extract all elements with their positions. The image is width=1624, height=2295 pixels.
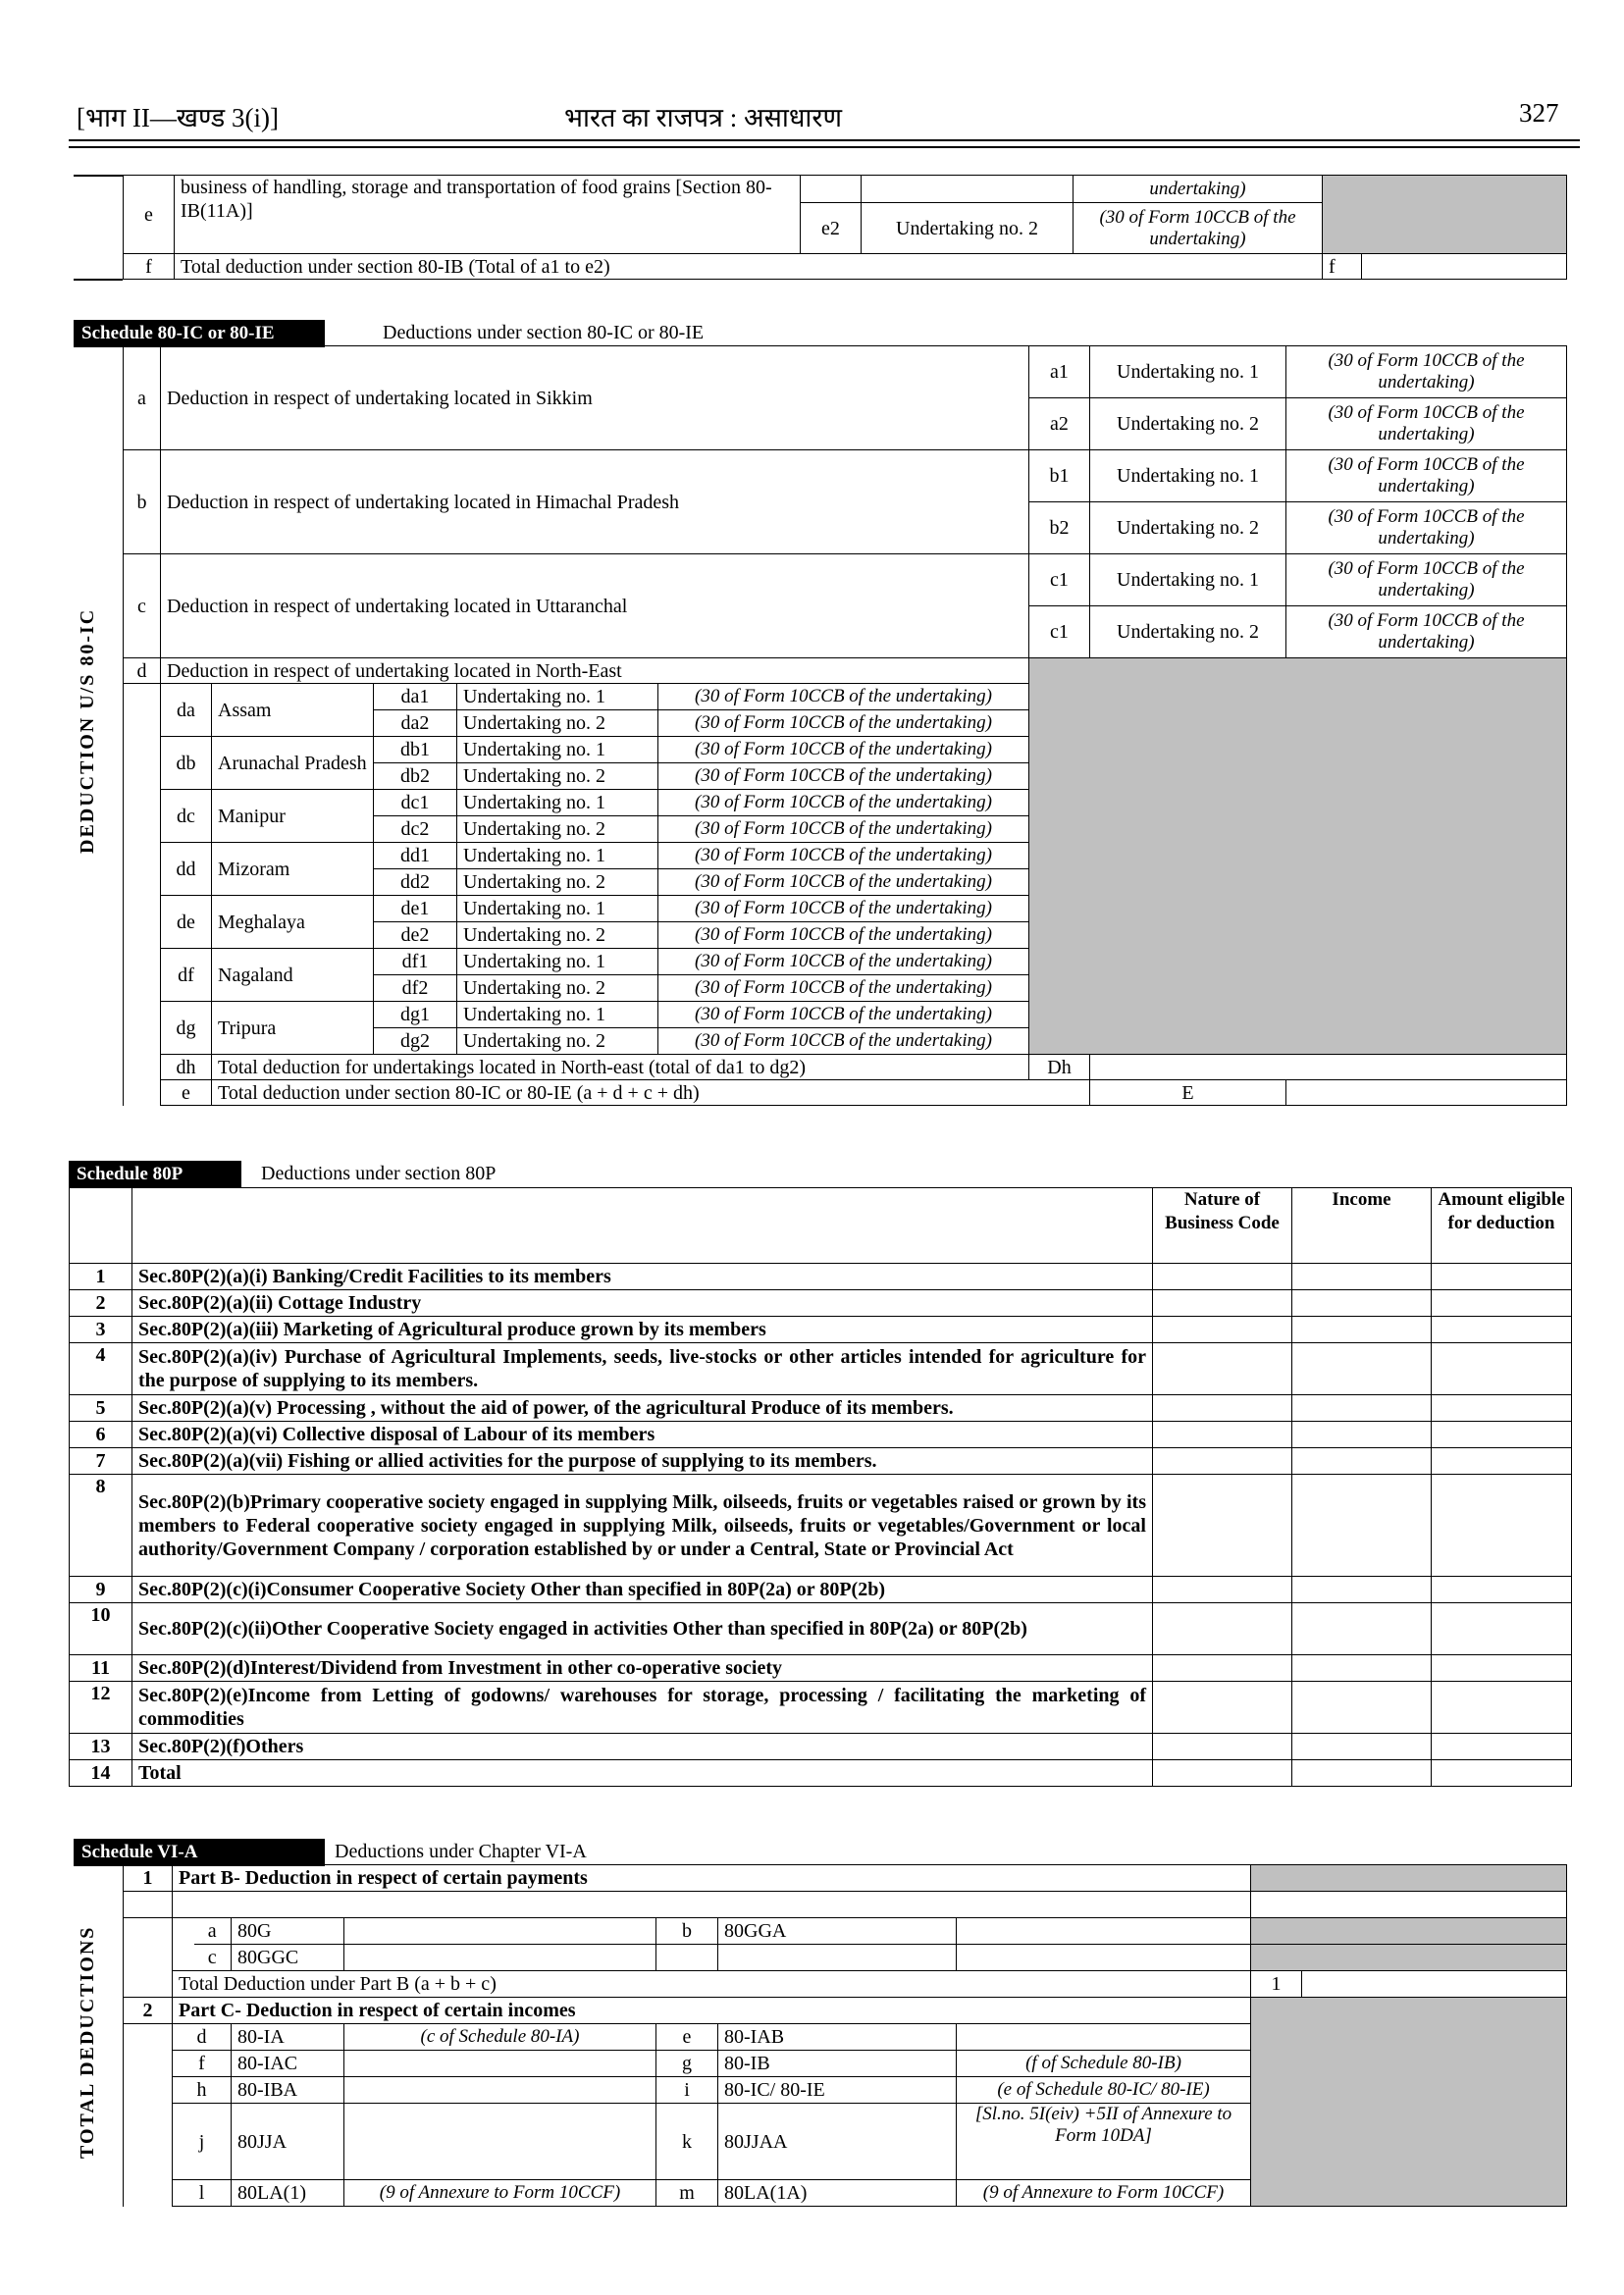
row-number: 11: [70, 1655, 132, 1682]
row-text: Deduction in respect of undertaking located in Sikkim: [161, 346, 1029, 450]
side-label-via: TOTAL DEDUCTIONS: [77, 1925, 98, 2159]
note: (30 of Form 10CCB of the undertaking): [658, 1002, 1029, 1028]
sub-code: da2: [374, 710, 457, 737]
income-input[interactable]: [1292, 1475, 1432, 1577]
amount-input[interactable]: [1432, 1577, 1572, 1603]
amount-input[interactable]: [1432, 1448, 1572, 1475]
item-code: i: [656, 2077, 718, 2104]
schedule-80ic-title: Deductions under section 80-IC or 80-IE: [383, 322, 705, 343]
item-section: 80GGC: [232, 1945, 344, 1971]
row-text: Deduction in respect of undertaking located in Himachal Pradesh: [161, 450, 1029, 554]
item-code: c: [194, 1945, 232, 1971]
sub-label: Undertaking no. 1: [457, 684, 658, 710]
sub-label: Undertaking no. 1: [457, 843, 658, 869]
sub-code: e2: [801, 203, 862, 254]
amount-input[interactable]: [1432, 1317, 1572, 1343]
row-number: 13: [70, 1734, 132, 1760]
income-input[interactable]: [1292, 1395, 1432, 1422]
income-input[interactable]: [1292, 1448, 1432, 1475]
sub-label: Undertaking no. 2: [1090, 606, 1286, 658]
income-input[interactable]: [1292, 1422, 1432, 1448]
sub-label: Undertaking no. 2: [862, 203, 1074, 254]
sub-code: c1: [1029, 606, 1090, 658]
code-input[interactable]: [1153, 1475, 1292, 1577]
side-label-80ic: DEDUCTION U/S 80-IC: [77, 607, 98, 854]
sub-code: de1: [374, 896, 457, 922]
note: (30 of Form 10CCB of the undertaking): [658, 975, 1029, 1002]
sub-code: db1: [374, 737, 457, 763]
note: (30 of Form 10CCB of the undertaking): [658, 949, 1029, 975]
schedule-via-table: [123, 1864, 1567, 2207]
shaded-cell: [1251, 1998, 1567, 2207]
state-code: dd: [161, 843, 212, 896]
code-input[interactable]: [1153, 1317, 1292, 1343]
item-code: a: [194, 1918, 232, 1945]
sub-code: dd2: [374, 869, 457, 896]
sub-label: Undertaking no. 1: [457, 737, 658, 763]
note: (30 of Form 10CCB of the undertaking): [658, 896, 1029, 922]
state-code: db: [161, 737, 212, 790]
row-label: a: [124, 346, 161, 450]
total-box-label: Dh: [1029, 1055, 1090, 1080]
income-input[interactable]: [1292, 1655, 1432, 1682]
header-part-label: [भाग II—खण्ड 3(i)]: [77, 103, 279, 132]
schedule-80ib-tail: [123, 175, 1567, 280]
state-code: dg: [161, 1002, 212, 1055]
note: (30 of Form 10CCB of the undertaking): [658, 790, 1029, 816]
note: (30 of Form 10CCB of the undertaking): [1074, 203, 1323, 254]
note: (30 of Form 10CCB of the undertaking): [1286, 450, 1567, 502]
row-number: 3: [70, 1317, 132, 1343]
part-title: Part B- Deduction in respect of certain payments: [173, 1865, 1251, 1892]
item-note: [344, 2077, 656, 2104]
total-code: dh: [161, 1055, 212, 1080]
row-text: Sec.80P(2)(a)(vii) Fishing or allied activities for the purpose of supplying to its members.: [132, 1448, 1153, 1475]
total-code: f: [1323, 254, 1362, 280]
state-name: Tripura: [212, 1002, 374, 1055]
item-code: m: [656, 2180, 718, 2207]
column-header: Nature of Business Code: [1153, 1188, 1292, 1264]
state-code: da: [161, 684, 212, 737]
row-number: 6: [70, 1422, 132, 1448]
code-input[interactable]: [1153, 1343, 1292, 1395]
sub-code: b2: [1029, 502, 1090, 554]
row-label: e: [124, 176, 175, 254]
note: (30 of Form 10CCB of the undertaking): [1286, 346, 1567, 398]
header-rule-top: [69, 139, 1580, 141]
note: (30 of Form 10CCB of the undertaking): [1286, 398, 1567, 450]
income-input[interactable]: [1292, 1577, 1432, 1603]
schedule-80ic-table: [123, 345, 1567, 1106]
column-header: Amount eligible for deduction: [1432, 1188, 1572, 1264]
sub-label: Undertaking no. 1: [457, 949, 658, 975]
schedule-via-tag: Schedule VI-A: [74, 1839, 325, 1866]
item-section: 80-IBA: [232, 2077, 344, 2104]
row-text: Sec.80P(2)(e)Income from Letting of godowns/ warehouses for storage, processing / facilitating the marketing of commodities: [132, 1682, 1153, 1734]
row-text: Sec.80P(2)(d)Interest/Dividend from Investment in other co-operative society: [132, 1655, 1153, 1682]
item-note: [344, 2104, 656, 2180]
row-text: Deduction in respect of undertaking located in Uttaranchal: [161, 554, 1029, 658]
item-section: 80-IAC: [232, 2051, 344, 2077]
amount-input[interactable]: [1432, 1682, 1572, 1734]
note: (30 of Form 10CCB of the undertaking): [1286, 606, 1567, 658]
code-input[interactable]: [1153, 1760, 1292, 1787]
schedule-80p-tag: Schedule 80P: [69, 1161, 241, 1188]
sub-code: dc2: [374, 816, 457, 843]
item-note: [957, 2024, 1251, 2051]
row-label: f: [124, 254, 175, 280]
sub-label: Undertaking no. 2: [457, 1028, 658, 1055]
row-number: 12: [70, 1682, 132, 1734]
note: undertaking): [1074, 176, 1323, 203]
amount-input[interactable]: [1090, 1055, 1567, 1080]
sub-label: Undertaking no. 2: [457, 816, 658, 843]
code-input[interactable]: [1153, 1577, 1292, 1603]
row-text: Sec.80P(2)(a)(vi) Collective disposal of Labour of its members: [132, 1422, 1153, 1448]
shaded-cell: [1251, 1945, 1567, 1971]
row-text: Sec.80P(2)(c)(ii)Other Cooperative Society engaged in activities Other than specified in 80P(2a) or 80P(2b): [132, 1603, 1153, 1655]
item-code: d: [173, 2024, 232, 2051]
note: (30 of Form 10CCB of the undertaking): [658, 737, 1029, 763]
state-name: Assam: [212, 684, 374, 737]
income-input[interactable]: [1292, 1343, 1432, 1395]
item-note: (f of Schedule 80-IB): [957, 2051, 1251, 2077]
divider: [74, 175, 123, 177]
header-rule-bottom: [69, 146, 1580, 148]
sub-code: dc1: [374, 790, 457, 816]
amount-input[interactable]: [1432, 1264, 1572, 1290]
code-input[interactable]: [1153, 1264, 1292, 1290]
sub-label: Undertaking no. 2: [457, 710, 658, 737]
amount-input[interactable]: [1362, 254, 1567, 280]
shaded-cell: [1251, 1918, 1567, 1945]
total-text: Total Deduction under Part B (a + b + c): [173, 1971, 1251, 1998]
row-number: 2: [70, 1290, 132, 1317]
amount-input[interactable]: [1286, 1080, 1567, 1106]
item-section: 80LA(1A): [718, 2180, 957, 2207]
sub-label: Undertaking no. 2: [457, 763, 658, 790]
row-number: 5: [70, 1395, 132, 1422]
row-label: d: [124, 658, 161, 684]
item-section: 80JJA: [232, 2104, 344, 2180]
item-code: b: [656, 1918, 718, 1945]
note: (30 of Form 10CCB of the undertaking): [658, 922, 1029, 949]
sub-code: dg1: [374, 1002, 457, 1028]
sub-label: Undertaking no. 2: [457, 975, 658, 1002]
amount-input[interactable]: [1432, 1603, 1572, 1655]
sub-label: Undertaking no. 2: [457, 922, 658, 949]
code-input[interactable]: [1153, 1655, 1292, 1682]
row-number: 10: [70, 1603, 132, 1655]
state-code: dc: [161, 790, 212, 843]
sub-code: df1: [374, 949, 457, 975]
note: (30 of Form 10CCB of the undertaking): [658, 710, 1029, 737]
sub-label: Undertaking no. 2: [457, 869, 658, 896]
part-number: 2: [124, 1998, 173, 2024]
row-label: e: [161, 1080, 212, 1106]
state-name: Manipur: [212, 790, 374, 843]
shaded-cell: [1029, 658, 1567, 1055]
note: (30 of Form 10CCB of the undertaking): [658, 869, 1029, 896]
item-note: (e of Schedule 80-IC/ 80-IE): [957, 2077, 1251, 2104]
amount-input[interactable]: [1432, 1422, 1572, 1448]
item-code: k: [656, 2104, 718, 2180]
amount-input[interactable]: [1302, 1971, 1567, 1998]
code-input[interactable]: [1153, 1734, 1292, 1760]
note: (30 of Form 10CCB of the undertaking): [1286, 502, 1567, 554]
note: (30 of Form 10CCB of the undertaking): [658, 763, 1029, 790]
item-section: 80-IAB: [718, 2024, 957, 2051]
row-number: 7: [70, 1448, 132, 1475]
code-input[interactable]: [1153, 1290, 1292, 1317]
income-input[interactable]: [1292, 1264, 1432, 1290]
amount-input[interactable]: [1432, 1734, 1572, 1760]
sub-label: Undertaking no. 2: [1090, 398, 1286, 450]
item-note: (c of Schedule 80-IA): [344, 2024, 656, 2051]
income-input[interactable]: [1292, 1682, 1432, 1734]
code-input[interactable]: [1153, 1395, 1292, 1422]
row-label: c: [124, 554, 161, 658]
item-note: (9 of Annexure to Form 10CCF): [344, 2180, 656, 2207]
item-code: j: [173, 2104, 232, 2180]
income-input[interactable]: [1292, 1603, 1432, 1655]
item-section: 80JJAA: [718, 2104, 957, 2180]
total-text: Total deduction for undertakings located in North-east (total of da1 to dg2): [212, 1055, 1029, 1080]
row-number: 4: [70, 1343, 132, 1395]
row-text: Sec.80P(2)(a)(v) Processing , without the aid of power, of the agricultural Produce of its members.: [132, 1395, 1153, 1422]
row-text: Sec.80P(2)(a)(iv) Purchase of Agricultural Implements, seeds, live-stocks or other articles intended for agriculture for the purpose of supplying to its members.: [132, 1343, 1153, 1395]
shaded-cell: [1251, 1865, 1567, 1892]
item-section: 80-IB: [718, 2051, 957, 2077]
amount-input[interactable]: [1432, 1475, 1572, 1577]
item-section: 80GGA: [718, 1918, 957, 1945]
item-code: l: [173, 2180, 232, 2207]
amount-input[interactable]: [344, 1945, 656, 1971]
item-section: 80LA(1): [232, 2180, 344, 2207]
income-input[interactable]: [1292, 1290, 1432, 1317]
sub-label: Undertaking no. 1: [457, 896, 658, 922]
schedule-80p-title: Deductions under section 80P: [261, 1163, 497, 1184]
item-section: 80-IC/ 80-IE: [718, 2077, 957, 2104]
item-code: e: [656, 2024, 718, 2051]
code-input[interactable]: [1153, 1603, 1292, 1655]
column-header: Income: [1292, 1188, 1432, 1264]
item-section: 80G: [232, 1918, 344, 1945]
sub-label: Undertaking no. 1: [457, 1002, 658, 1028]
shaded-cell: [1323, 176, 1567, 254]
amount-input[interactable]: [1432, 1290, 1572, 1317]
row-text: Sec.80P(2)(a)(i) Banking/Credit Facilities to its members: [132, 1264, 1153, 1290]
note: (30 of Form 10CCB of the undertaking): [658, 684, 1029, 710]
code-input[interactable]: [1153, 1682, 1292, 1734]
code-input[interactable]: [1153, 1422, 1292, 1448]
amount-input[interactable]: [344, 1918, 656, 1945]
item-note: [Sl.no. 5I(eiv) +5II of Annexure to Form 10DA]: [957, 2104, 1251, 2180]
code-input[interactable]: [1153, 1448, 1292, 1475]
total-box-label: E: [1090, 1080, 1286, 1106]
state-name: Mizoram: [212, 843, 374, 896]
amount-input[interactable]: [1432, 1655, 1572, 1682]
header-gazette-title: भारत का राजपत्र : असाधारण: [564, 103, 842, 132]
part-title: Part C- Deduction in respect of certain incomes: [173, 1998, 1251, 2024]
note: (30 of Form 10CCB of the undertaking): [658, 843, 1029, 869]
item-section: 80-IA: [232, 2024, 344, 2051]
row-number: 1: [70, 1264, 132, 1290]
state-name: Arunachal Pradesh: [212, 737, 374, 790]
schedule-via-title: Deductions under Chapter VI-A: [335, 1841, 587, 1862]
row-number: 14: [70, 1760, 132, 1787]
sub-code: a2: [1029, 398, 1090, 450]
row-text: Total deduction under section 80-IC or 80-IE (a + d + c + dh): [212, 1080, 1090, 1106]
sub-code: dd1: [374, 843, 457, 869]
row-text: Sec.80P(2)(a)(ii) Cottage Industry: [132, 1290, 1153, 1317]
income-input[interactable]: [1292, 1734, 1432, 1760]
state-code: de: [161, 896, 212, 949]
note: (30 of Form 10CCB of the undertaking): [1286, 554, 1567, 606]
row-number: 9: [70, 1577, 132, 1603]
total-box-label: 1: [1251, 1971, 1302, 1998]
state-name: Nagaland: [212, 949, 374, 1002]
amount-input[interactable]: [1432, 1760, 1572, 1787]
page-number: 327: [1519, 98, 1559, 128]
row-text: Sec.80P(2)(c)(i)Consumer Cooperative Society Other than specified in 80P(2a) or 80P(2b): [132, 1577, 1153, 1603]
sub-label: Undertaking no. 1: [1090, 346, 1286, 398]
sub-code: df2: [374, 975, 457, 1002]
item-note: [344, 2051, 656, 2077]
note: (30 of Form 10CCB of the undertaking): [658, 816, 1029, 843]
sub-label: Undertaking no. 1: [1090, 450, 1286, 502]
item-note: (9 of Annexure to Form 10CCF): [957, 2180, 1251, 2207]
sub-code: b1: [1029, 450, 1090, 502]
schedule-80p-table: [69, 1187, 1572, 1787]
item-code: h: [173, 2077, 232, 2104]
row-text: business of handling, storage and transportation of food grains [Section 80-IB(11A)]: [175, 176, 801, 254]
sub-code: dg2: [374, 1028, 457, 1055]
amount-input[interactable]: [1432, 1343, 1572, 1395]
amount-input[interactable]: [1432, 1395, 1572, 1422]
part-number: 1: [124, 1865, 173, 1892]
income-input[interactable]: [1292, 1760, 1432, 1787]
schedule-80ic-tag: Schedule 80-IC or 80-IE: [74, 320, 325, 347]
divider: [74, 279, 123, 281]
state-code: df: [161, 949, 212, 1002]
row-text: Deduction in respect of undertaking located in North-East: [161, 658, 1029, 684]
amount-input[interactable]: [957, 1918, 1251, 1945]
row-text: Total deduction under section 80-IB (Total of a1 to e2): [175, 254, 1323, 280]
sub-code: da1: [374, 684, 457, 710]
sub-label: Undertaking no. 1: [457, 790, 658, 816]
row-label: b: [124, 450, 161, 554]
item-code: f: [173, 2051, 232, 2077]
note: (30 of Form 10CCB of the undertaking): [658, 1028, 1029, 1055]
row-text: Sec.80P(2)(a)(iii) Marketing of Agricultural produce grown by its members: [132, 1317, 1153, 1343]
sub-code: a1: [1029, 346, 1090, 398]
row-text: Sec.80P(2)(b)Primary cooperative society engaged in supplying Milk, oilseeds, fruits or vegetables raised or grown by its members to Federal cooperative society engaged in supplying Milk, oilseeds, fruits or vegetables/Government or local authority/Government Company / corporation established by or under a Central, State or Provincial Act: [132, 1475, 1153, 1577]
sub-label: Undertaking no. 2: [1090, 502, 1286, 554]
income-input[interactable]: [1292, 1317, 1432, 1343]
sub-code: de2: [374, 922, 457, 949]
row-text: Total: [132, 1760, 1153, 1787]
sub-code: c1: [1029, 554, 1090, 606]
row-text: Sec.80P(2)(f)Others: [132, 1734, 1153, 1760]
state-name: Meghalaya: [212, 896, 374, 949]
sub-code: db2: [374, 763, 457, 790]
sub-label: Undertaking no. 1: [1090, 554, 1286, 606]
item-code: g: [656, 2051, 718, 2077]
row-number: 8: [70, 1475, 132, 1577]
